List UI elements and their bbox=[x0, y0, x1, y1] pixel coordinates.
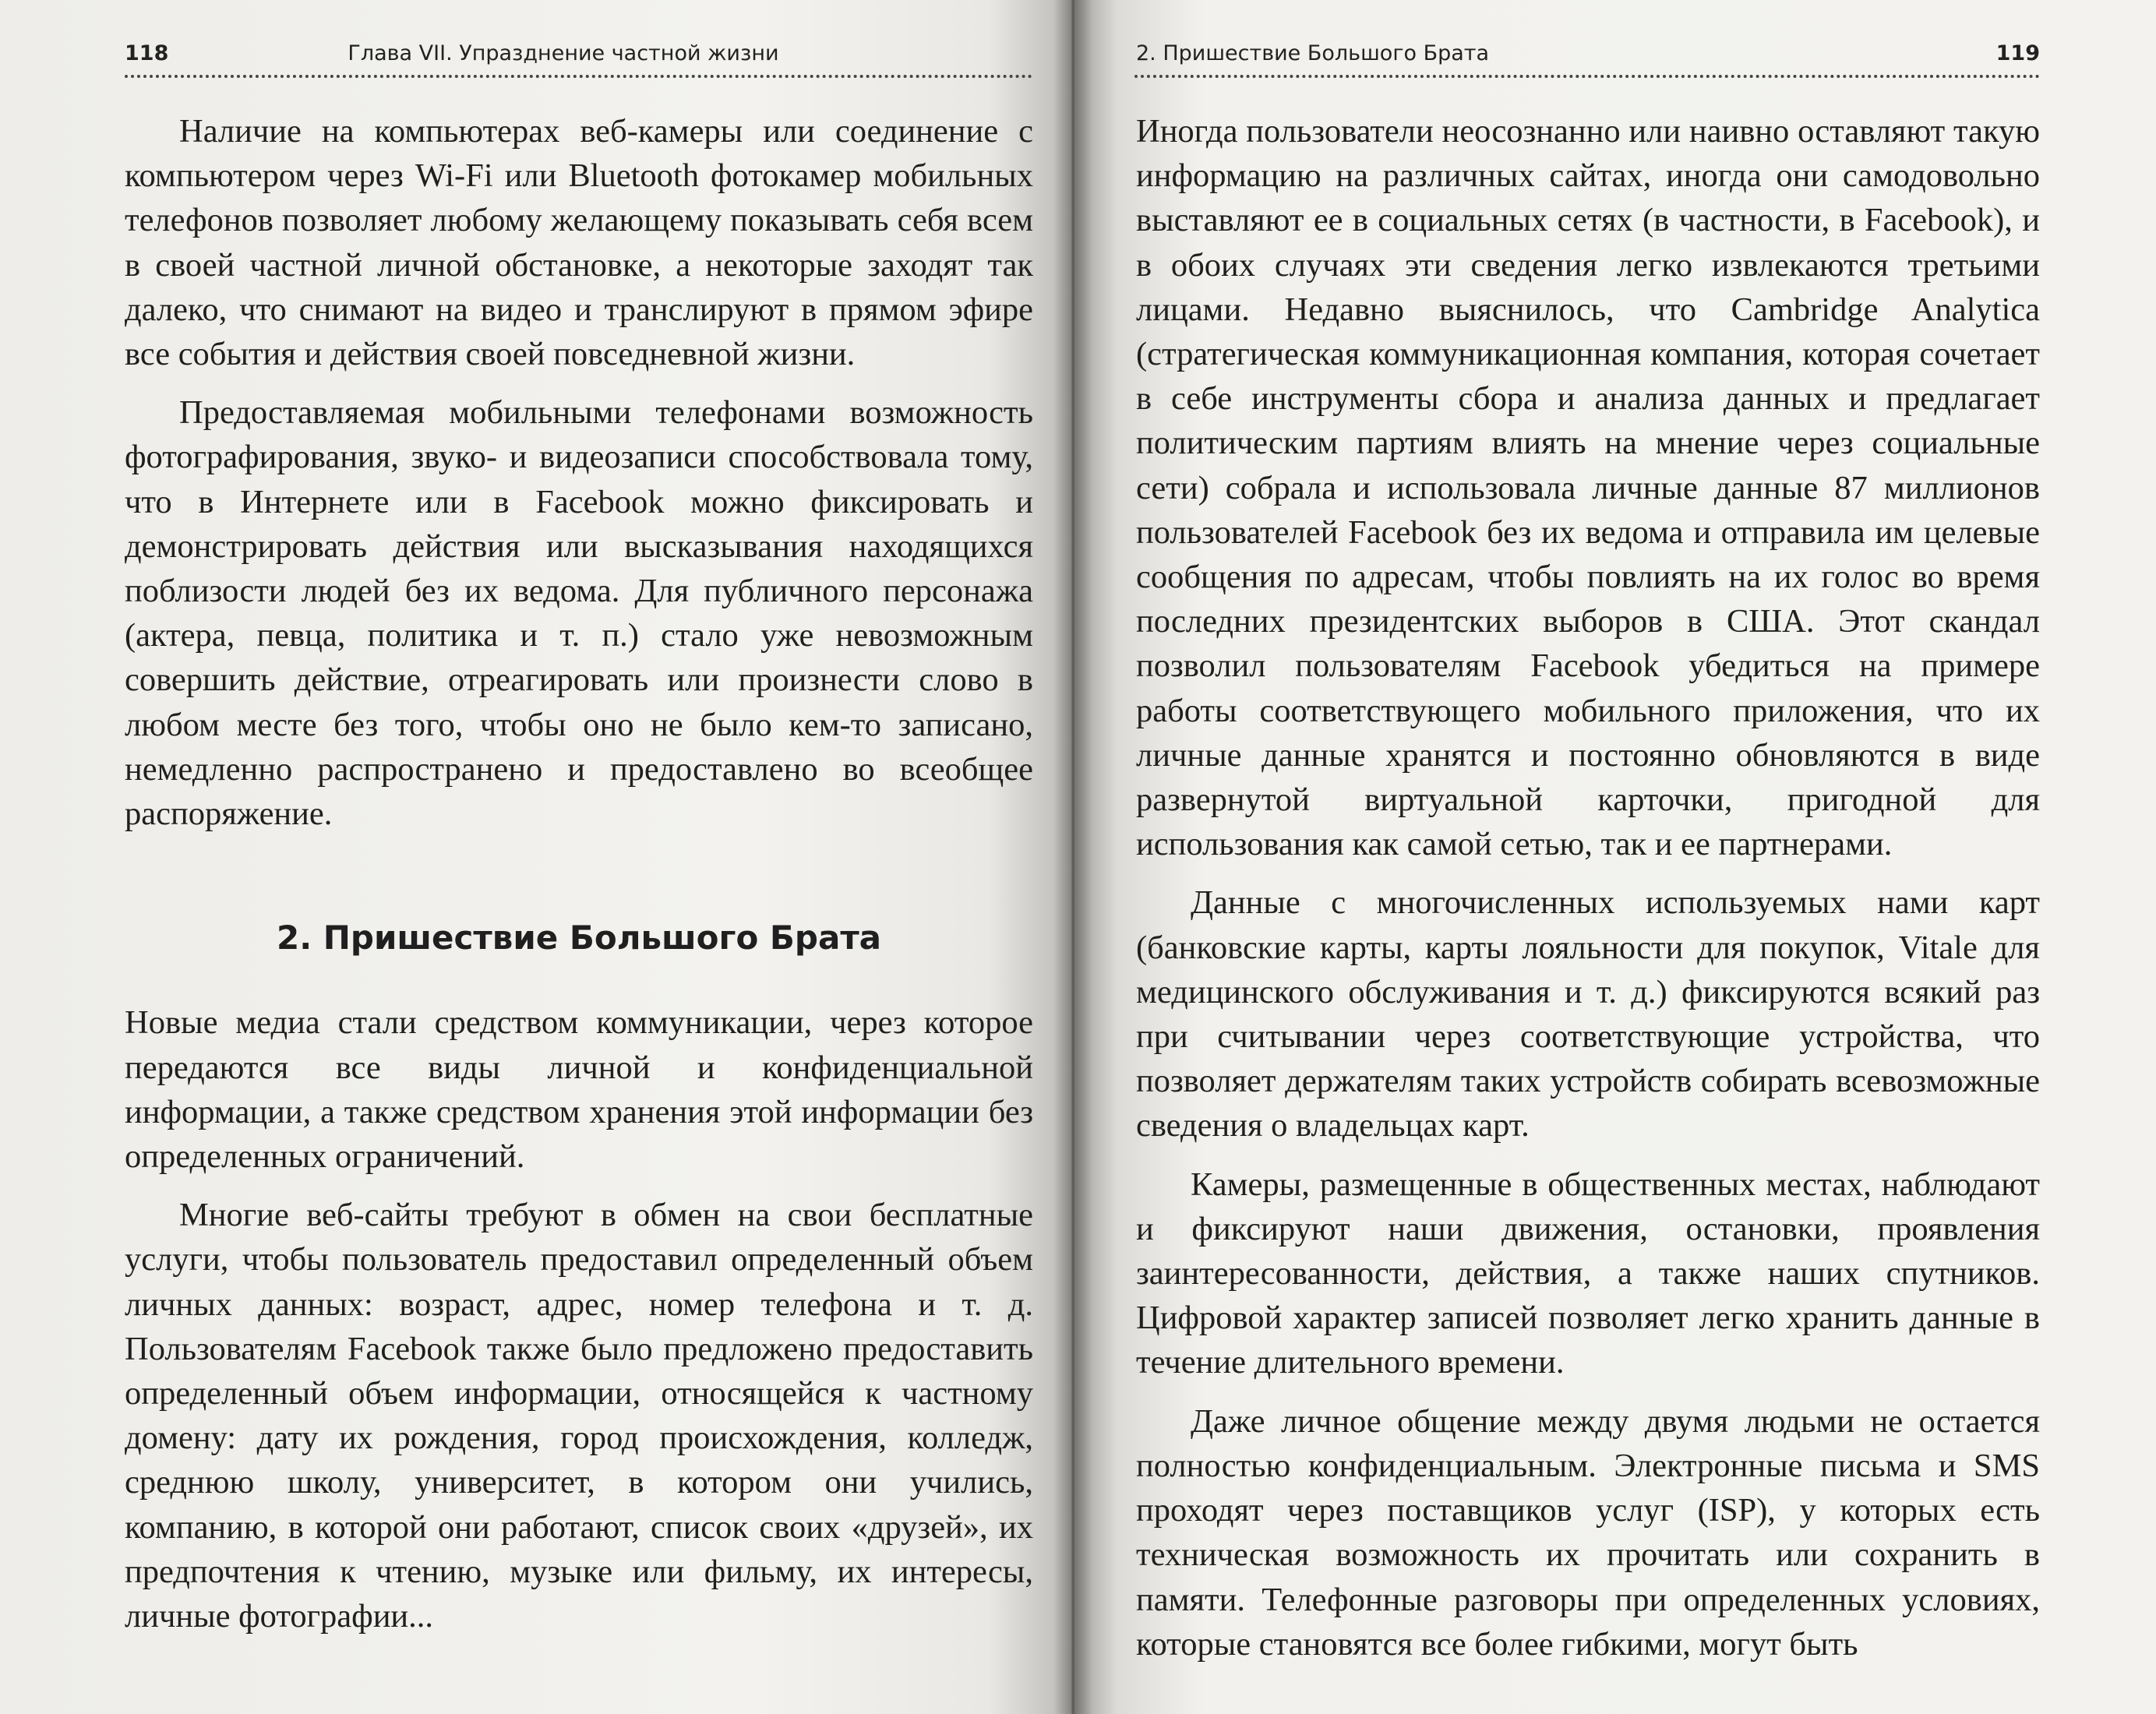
paragraph: Иногда пользователи неосознанно или наивно оставляют такую информацию на различных сайтах, иногда они самодовольно выставляют ее в социальных сетях (в частности, в Facebook), и в обоих случаях эти сведения легко извлекаются третьими лицами. Недавно выяснилось, что Cambridge Analytica (стратегическая коммуникационная компания, которая сочетает в себе инструменты сбора и анализа данных и предлагает политическим партиям влиять на мнение через социальные сети) собрала и использовала личные данные 87 миллионов пользователей Facebook без их ведома и отправила им целевые сообщения по адресам, чтобы повлиять на их голос во время последних президентских выборов в США. Этот скандал позволил пользователям Facebook убедиться на примере работы соответствующего мобильного приложения, что их личные данные хранятся и постоянно обновляются в виде развернутой виртуальной карточки, пригодной для использования как самой сетью, так и ее партнерами. bbox=[1136, 113, 2040, 863]
running-head-left bbox=[125, 34, 1032, 72]
right-text-column bbox=[1136, 109, 2040, 1666]
left-text-column bbox=[125, 109, 1033, 1638]
left-page bbox=[0, 0, 1074, 1714]
book-gutter bbox=[1053, 0, 1092, 1714]
section-heading: 2. Пришествие Большого Брата bbox=[276, 919, 882, 958]
running-head-right bbox=[1136, 34, 2040, 72]
paragraph: Многие веб-сайты требуют в обмен на свои бесплатные услуги, чтобы пользователь предоставил определенный объем личных данных: возраст, адрес, номер телефона и т. д. Пользователям Facebook также было предложено предоставить определенный объем информации, относящейся к частному домену: дату их рождения, город происхождения, колледж, среднюю школу, университет, в котором они учились, компанию, в которой они работают, список своих «друзей», их предпочтения к чтению, музыке или фильму, их интересы, личные фотографии... bbox=[125, 1197, 1033, 1635]
paragraph: Данные с многочисленных используемых нами карт (банковские карты, карты лояльности для покупок, Vitale для медицинского обслуживания и т. д.) фиксируются всякий раз при считывании через соответствующие устройства, что позволяет держателям таких устройств собирать всевозможные сведения о владельцах карт. bbox=[1136, 884, 2040, 1144]
paragraph: Даже личное общение между двумя людьми не остается полностью конфиденциальным. Электронные письма и SMS проходят через поставщиков услуг (ISP), у которых есть техническая возможность их прочитать или сохранить в памяти. Телефонные разговоры при определенных условиях, которые становятся все более гибкими, могут быть bbox=[1136, 1402, 2040, 1663]
chapter-title: Глава VII. Упразднение частной жизни bbox=[348, 41, 779, 65]
right-page bbox=[1074, 0, 2156, 1714]
paragraph: Предоставляемая мобильными телефонами возможность фотографирования, звуко- и видеозаписи способствовала тому, что в Интернете или в Facebook можно фиксировать и демонстрировать действия или высказывания находящихся поблизости людей без их ведома. Для публичного персонажа (актера, певца, политика и т. п.) стало уже невозможным совершить действие, отреагировать или произнести слово в любом месте без того, чтобы оно не было кем-то записано, немедленно распространено и предоставлено во всеобщее распоряжение. bbox=[125, 394, 1033, 833]
page-number-left: 118 bbox=[125, 41, 169, 65]
paragraph: Наличие на компьютерах веб-камеры или соединение с компьютером через Wi-Fi или Bluetooth фотокамер мобильных телефонов позволяет любому желающему показывать себя всем в своей частной личной обстановке, а некоторые заходят так далеко, что снимают на видео и транслируют в прямом эфире все события и действия своей повседневной жизни. bbox=[125, 113, 1033, 373]
header-rule-left bbox=[125, 75, 1032, 78]
section-title: 2. Пришествие Большого Брата bbox=[1136, 41, 1490, 65]
header-rule-right bbox=[1134, 75, 2040, 78]
page-number-right: 119 bbox=[1995, 41, 2040, 65]
paragraph: Камеры, размещенные в общественных местах, наблюдают и фиксируют наши движения, остановки, проявления заинтересованности, действия, а также наших спутников. Цифровой характер записей позволяет легко хранить данные в течение длительного времени. bbox=[1136, 1166, 2040, 1381]
paragraph: Новые медиа стали средством коммуникации, через которое передаются все виды личной и конфиденциальной информации, а также средством хранения этой информации без определенных ограничений. bbox=[125, 1004, 1033, 1176]
